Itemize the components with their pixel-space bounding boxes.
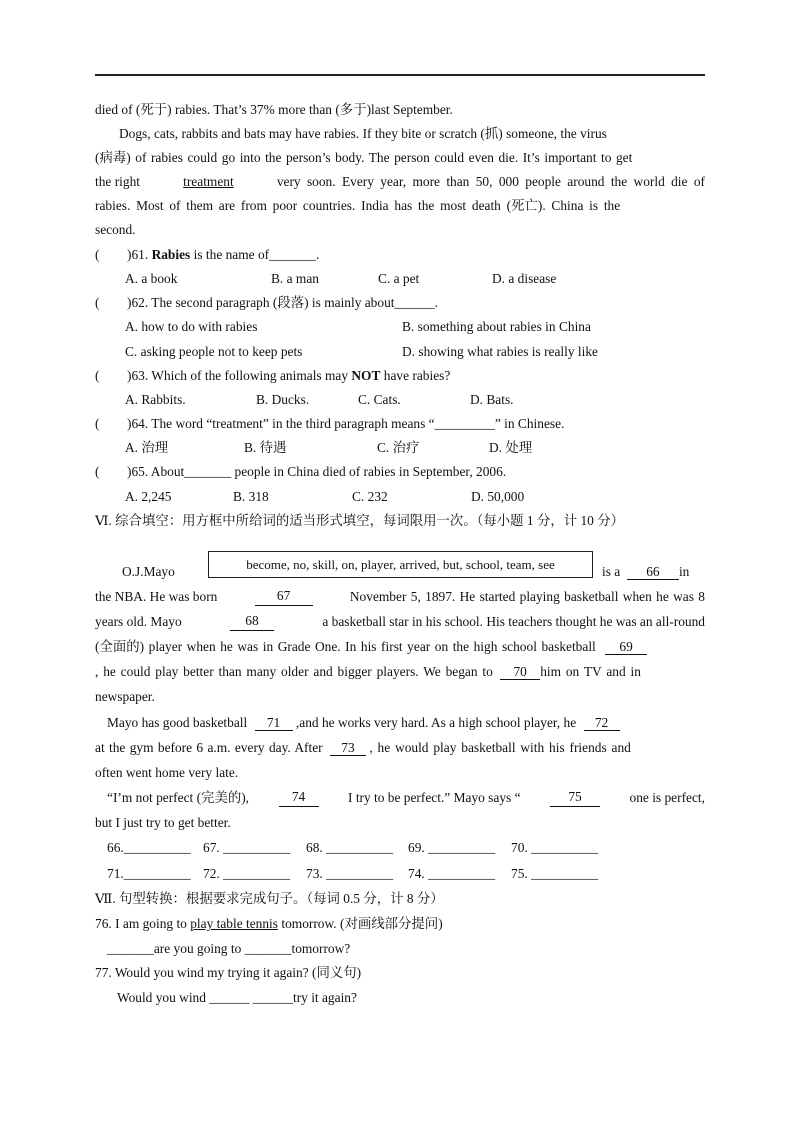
option-b: B. something about rabies in China (402, 319, 591, 334)
option-d: D. a disease (492, 271, 557, 286)
option-a: A. Rabbits. (125, 392, 186, 407)
option-d: D. Bats. (470, 392, 514, 407)
answer-slot: 68. __________ (306, 840, 394, 855)
option-a: A. a book (125, 271, 178, 286)
question-64: )64. The word “treatment” in the third paragraph means “_________” in Chinese. (127, 416, 565, 431)
passage-line: died of (死于) rabies. That’s 37% more than (多于)last September. (95, 102, 453, 117)
option-c: C. a pet (378, 271, 420, 286)
answer-slot: 73. __________ (306, 866, 394, 881)
underlined-phrase: play table tennis (190, 916, 278, 931)
cloze-line: (全面的) player when he was in Grade One. In his first year on the high school basketball 69 (95, 638, 647, 656)
answer-paren: ( (95, 464, 100, 479)
cloze-line: O.J.Mayo (122, 564, 175, 579)
answer-paren: ( (95, 416, 100, 431)
option-d: D. 50,000 (471, 489, 525, 504)
option-b: B. 318 (233, 489, 269, 504)
answer-slot: 72. __________ (203, 866, 291, 881)
cloze-line: is a 66 in (602, 564, 690, 579)
option-c: C. 治疗 (377, 440, 420, 455)
question-63: )63. Which of the following animals may NOT have rabies? (127, 368, 451, 383)
blank-71: 71 (255, 715, 293, 731)
question-61: )61. Rabies is the name of_______. (127, 247, 320, 262)
answer-paren: ( (95, 247, 100, 262)
answer-slot: 74. __________ (408, 866, 496, 881)
blank-66: 66 (627, 564, 679, 580)
option-b: B. a man (271, 271, 319, 286)
answer-slot: 67. __________ (203, 840, 291, 855)
option-d: D. showing what rabies is really like (402, 344, 598, 359)
blank-73: 73 (330, 740, 366, 756)
cloze-line: , he could play better than many older and bigger players. We began to 70 him on TV and in (95, 664, 641, 679)
passage-line: rabies. Most of them are from poor countries. India has the most death (死亡). China is the (95, 198, 621, 213)
header-rule (95, 74, 705, 76)
option-b: B. 待遇 (244, 440, 287, 455)
option-a: A. 2,245 (125, 489, 172, 504)
answer-paren: ( (95, 368, 100, 383)
cloze-line: often went home very late. (95, 765, 239, 780)
passage-line: (病毒) of rabies could go into the person’s body. The person could even die. It’s important to get (95, 150, 633, 165)
blank-74: 74 (279, 789, 319, 807)
blank-70: 70 (500, 664, 540, 680)
cloze-line: “I’m not perfect (完美的), 74 I try to be perfect.” Mayo says “ 75 one is perfect, (107, 789, 705, 805)
cloze-line: newspaper. (95, 689, 155, 704)
passage-line: second. (95, 222, 136, 237)
option-d: D. 处理 (489, 440, 533, 455)
option-c: C. Cats. (358, 392, 401, 407)
cloze-line: but I just try to get better. (95, 815, 231, 830)
cloze-line: the NBA. He was born 67 November 5, 1897. He started playing basketball when he was 8 (95, 588, 705, 604)
answer-paren: ( (95, 295, 100, 310)
option-a: A. how to do with rabies (125, 319, 258, 334)
passage-line: Dogs, cats, rabbits and bats may have rabies. If they bite or scratch (抓) someone, the virus (119, 126, 607, 141)
option-a: A. 治理 (125, 440, 169, 455)
word-box: become, no, skill, on, player, arrived, but, school, team, see (208, 551, 593, 578)
question-62: )62. The second paragraph (段落) is mainly about______. (127, 295, 439, 310)
cloze-line: years old. Mayo 68 a basketball star in his school. His teachers thought he was an all-round (95, 613, 705, 629)
cloze-line: at the gym before 6 a.m. every day. After 73 , he would play basketball with his friends and (95, 740, 631, 755)
cloze-line: Mayo has good basketball 71 ,and he works very hard. As a high school player, he 72 (107, 714, 620, 732)
section-7-heading: Ⅶ. 句型转换：根据要求完成句子。（每词 0.5 分，计 8 分） (95, 891, 444, 906)
option-c: C. 232 (352, 489, 388, 504)
question-76: 76. I am going to play table tennis tomorrow. (对画线部分提问) (95, 916, 443, 931)
answer-slot: 66.__________ (107, 840, 191, 855)
blank-75: 75 (550, 789, 600, 807)
underlined-word: treatment (183, 174, 234, 189)
option-b: B. Ducks. (256, 392, 310, 407)
blank-69: 69 (605, 639, 647, 655)
blank-67: 67 (255, 588, 313, 606)
option-c: C. asking people not to keep pets (125, 344, 303, 359)
question-77: 77. Would you wind my trying it again? (同义句) (95, 965, 362, 980)
question-65: )65. About_______ people in China died of rabies in September, 2006. (127, 464, 507, 479)
blank-68: 68 (230, 613, 274, 631)
answer-slot: 75. __________ (511, 866, 599, 881)
answer-slot: 69. __________ (408, 840, 496, 855)
passage-line: the right treatment very soon. Every year, more than 50, 000 people around the world die of (95, 174, 705, 189)
answer-line-76: _______are you going to _______tomorrow? (107, 941, 351, 956)
answer-slot: 70. __________ (511, 840, 599, 855)
answer-slot: 71.__________ (107, 866, 191, 881)
answer-line-77: Would you wind ______ ______try it again? (117, 990, 357, 1005)
section-6-heading: Ⅵ. 综合填空：用方框中所给词的适当形式填空，每词限用一次。（每小题 1 分，计 10 分） (95, 513, 625, 528)
blank-72: 72 (584, 715, 620, 731)
